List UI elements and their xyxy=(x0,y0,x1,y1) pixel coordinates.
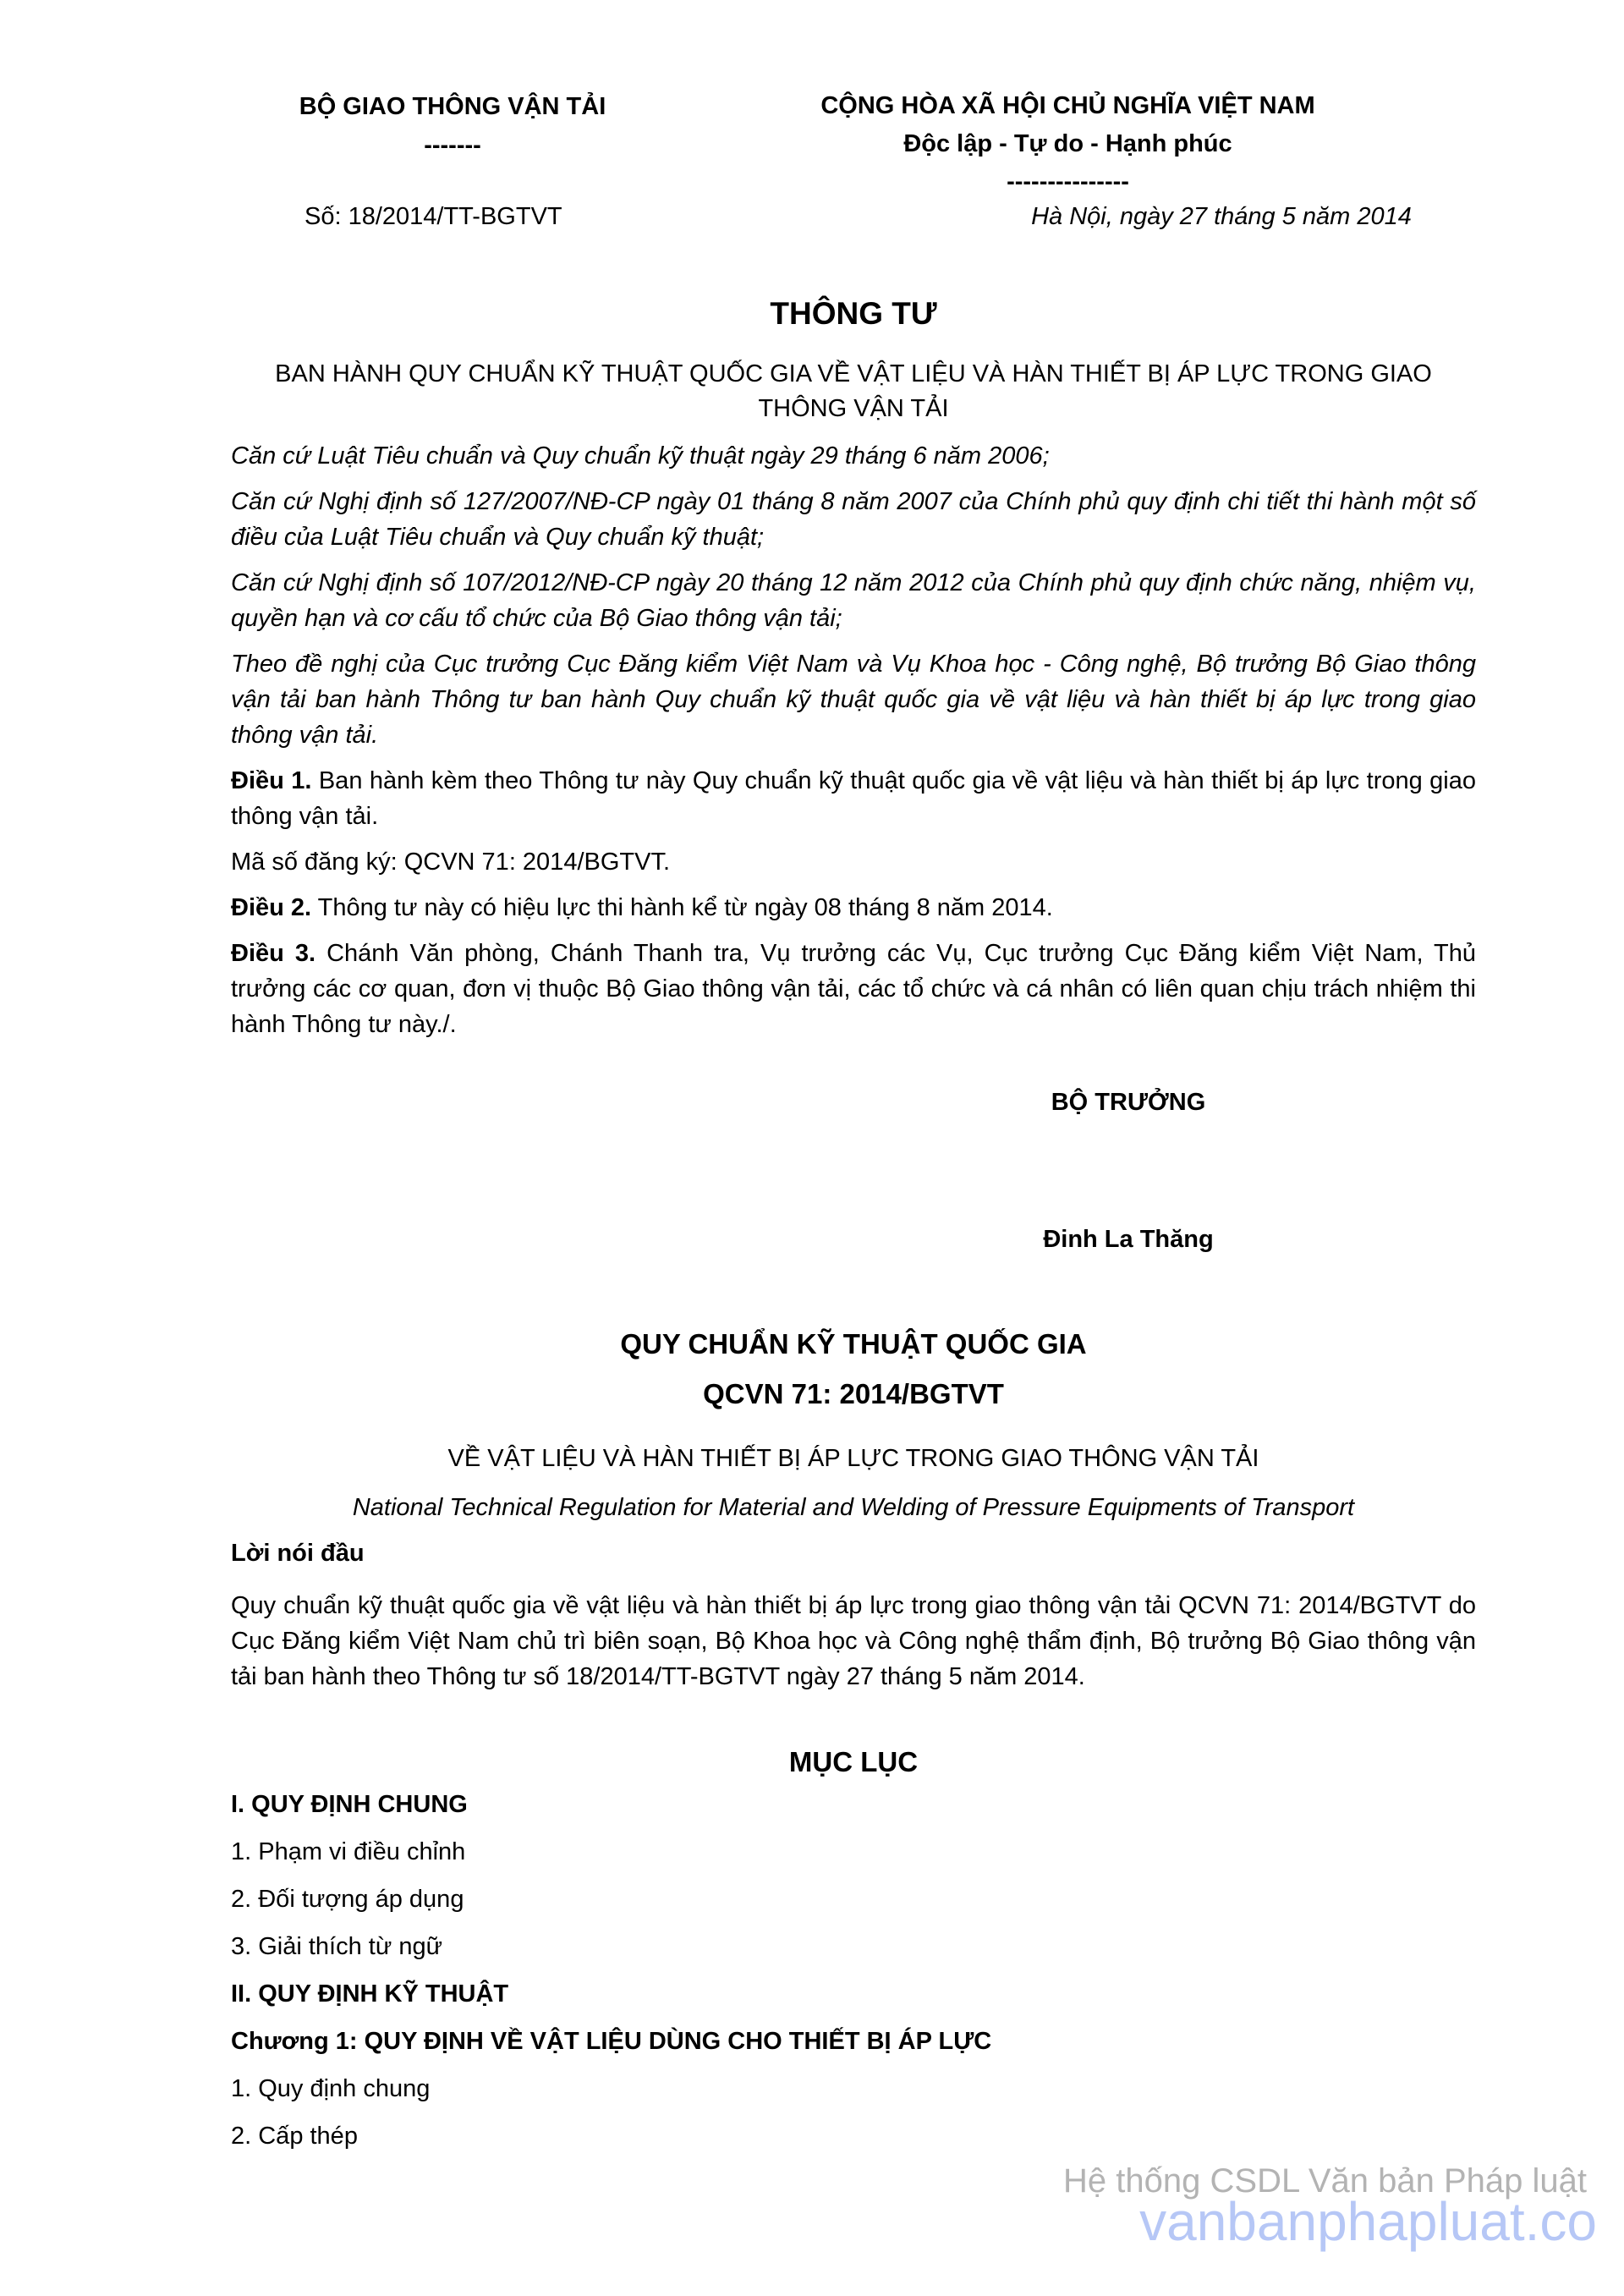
watermark-system-label: Hệ thống CSDL Văn bản Pháp luật xyxy=(1063,2162,1587,2200)
preamble-paragraph: Căn cứ Luật Tiêu chuẩn và Quy chuẩn kỹ thuật ngày 29 tháng 6 năm 2006; xyxy=(231,442,1050,470)
place-and-date: Hà Nội, ngày 27 tháng 5 năm 2014 xyxy=(1031,203,1412,230)
article-label: Điều 1. xyxy=(231,767,312,794)
national-motto: Độc lập - Tự do - Hạnh phúc xyxy=(903,130,1232,157)
regulation-subject: VỀ VẬT LIỆU VÀ HÀN THIẾT BỊ ÁP LỰC TRONG GIAO THÔNG VẬN TẢI xyxy=(447,1445,1259,1472)
toc-item: 3. Giải thích từ ngữ xyxy=(231,1933,442,1960)
toc-item: Chương 1: QUY ĐỊNH VỀ VẬT LIỆU DÙNG CHO THIẾT BỊ ÁP LỰC xyxy=(231,2028,992,2055)
regulation-code: QCVN 71: 2014/BGTVT xyxy=(703,1378,1004,1409)
preamble-paragraph: Căn cứ Nghị định số 107/2012/NĐ-CP ngày 20 tháng 12 năm 2012 của Chính phủ quy định chức năng, nhiệm vụ, quyền hạn và cơ cấu tổ chức của Bộ Giao thông vận tải; xyxy=(231,569,1476,632)
toc-item: 1. Phạm vi điều chỉnh xyxy=(231,1838,466,1865)
toc-item: 2. Cấp thép xyxy=(231,2123,358,2150)
preamble-paragraph: Căn cứ Nghị định số 127/2007/NĐ-CP ngày 01 tháng 8 năm 2007 của Chính phủ quy định chi tiết thi hành một số điều của Luật Tiêu chuẩn và Quy chuẩn kỹ thuật; xyxy=(231,488,1476,551)
issuing-org-block xyxy=(233,87,672,165)
toc-list xyxy=(231,1787,1476,2154)
article-label: Điều 2. xyxy=(231,894,312,921)
regulation-title: QUY CHUẨN KỸ THUẬT QUỐC GIA xyxy=(620,1328,1087,1359)
preamble-paragraph: Theo đề nghị của Cục trưởng Cục Đăng kiểm Việt Nam và Vụ Khoa học - Công nghệ, Bộ trưởng Bộ Giao thông vận tải ban hành Thông tư ban hành Quy chuẩn kỹ thuật quốc gia về vật liệu và hàn thiết bị áp lực trong giao thông vận tải. xyxy=(231,651,1476,749)
toc-heading: MỤC LỤC xyxy=(788,1746,919,1777)
article-text: Ban hành kèm theo Thông tư này Quy chuẩn kỹ thuật quốc gia về vật liệu và hàn thiết bị áp lực trong giao thông vận tải. xyxy=(231,767,1476,830)
article-paragraph xyxy=(231,844,1476,880)
signer-title: BỘ TRƯỞNG xyxy=(1051,1089,1206,1116)
article-text: Thông tư này có hiệu lực thi hành kể từ ngày 08 tháng 8 năm 2014. xyxy=(317,894,1053,921)
regulation-title-english: National Technical Regulation for Material and Welding of Pressure Equipments of Transport xyxy=(352,1494,1355,1521)
document-title: THÔNG TƯ xyxy=(770,296,937,331)
article-paragraph xyxy=(231,763,1476,834)
toc-item: 2. Đối tượng áp dụng xyxy=(231,1886,464,1913)
org-divider: ------- xyxy=(424,132,481,159)
foreword-heading: Lời nói đầu xyxy=(231,1540,365,1567)
article-paragraph xyxy=(231,936,1476,1042)
signature-block xyxy=(782,1085,1474,1257)
toc-item: I. QUY ĐỊNH CHUNG xyxy=(231,1791,468,1818)
toc-item: 1. Quy định chung xyxy=(231,2075,431,2102)
foreword-paragraph: Quy chuẩn kỹ thuật quốc gia về vật liệu và hàn thiết bị áp lực trong giao thông vận tải QCVN 71: 2014/BGTVT do Cục Đăng kiểm Việt Nam chủ trì biên soạn, Bộ Khoa học và Công nghệ thẩm định, Bộ trưởng Bộ Giao thông vận tải ban hành theo Thông tư số 18/2014/TT-BGTVT ngày 27 tháng 5 năm 2014. xyxy=(231,1592,1476,1690)
signer-name: Đinh La Thăng xyxy=(1043,1226,1214,1253)
org-name: BỘ GIAO THÔNG VẬN TẢI xyxy=(299,93,606,120)
national-header-block xyxy=(765,87,1370,201)
article-text: Chánh Văn phòng, Chánh Thanh tra, Vụ trưởng các Vụ, Cục trưởng Cục Đăng kiểm Việt Nam, Thủ trưởng các cơ quan, đơn vị thuộc Bộ Giao thông vận tải, các tổ chức và cá nhân có liên quan chịu trách nhiệm thi hành Thông tư này./. xyxy=(231,940,1476,1038)
republic-title: CỘNG HÒA XÃ HỘI CHỦ NGHĨA VIỆT NAM xyxy=(820,92,1315,119)
document-subtitle: BAN HÀNH QUY CHUẨN KỸ THUẬT QUỐC GIA VỀ VẬT LIỆU VÀ HÀN THIẾT BỊ ÁP LỰC TRONG GIAO THÔNG VẬN TẢI xyxy=(275,360,1432,422)
watermark-site-name: vanbanphapluat.co xyxy=(1139,2191,1597,2252)
article-label: Điều 3. xyxy=(231,940,316,967)
motto-divider: --------------- xyxy=(1007,168,1129,195)
article-paragraph xyxy=(231,890,1476,926)
article-text: Mã số đăng ký: QCVN 71: 2014/BGTVT. xyxy=(231,849,671,876)
toc-item: II. QUY ĐỊNH KỸ THUẬT xyxy=(231,1980,509,2008)
document-body xyxy=(231,292,1476,2166)
document-number: Số: 18/2014/TT-BGTVT xyxy=(304,203,562,230)
